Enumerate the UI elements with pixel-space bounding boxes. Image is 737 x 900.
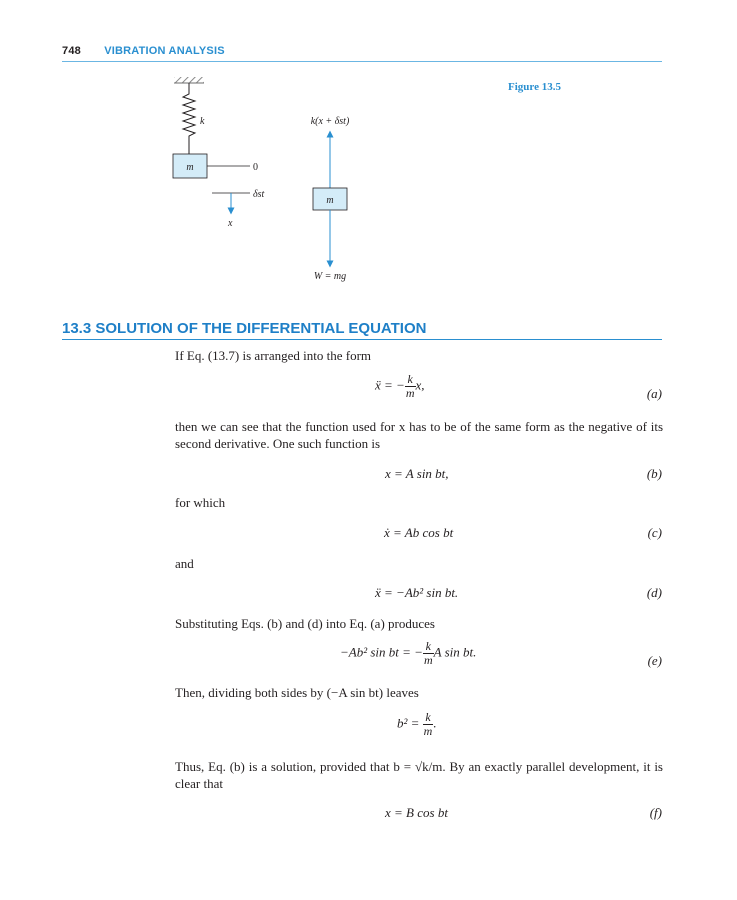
ground-support — [174, 77, 204, 83]
paragraph-2: then we can see that the function used for x has to be of the same form as the negative of its second derivative. One such function is — [175, 419, 663, 451]
paragraph-3: for which — [175, 495, 226, 510]
mass-label: m — [186, 162, 194, 173]
zero-label: 0 — [253, 162, 258, 173]
paragraph-1: If Eq. (13.7) is arranged into the form — [175, 348, 372, 363]
equation-c: ẋ = Ab cos bt — [384, 525, 454, 540]
equation-b-squared-numerator: k — [425, 710, 431, 724]
equation-b-squared-denominator: m — [423, 724, 433, 738]
equation-d-tag: (d) — [646, 585, 662, 600]
running-header — [62, 45, 225, 57]
equation-a-tag: (a) — [646, 386, 662, 401]
equation-e-lhs: −Ab² sin bt = − — [340, 644, 423, 660]
equation-b-squared — [397, 711, 437, 738]
running-title: VIBRATION ANALYSIS — [104, 45, 225, 57]
equation-e-rhs: A sin bt. — [433, 644, 477, 660]
equation-a-fraction — [405, 373, 416, 400]
x-label: x — [228, 218, 233, 229]
delta-label: δst — [253, 189, 265, 200]
fbd-mass-label: m — [326, 195, 334, 206]
fbd-weight-label: W = mg — [313, 271, 347, 282]
equation-e — [340, 640, 476, 667]
equation-a-rhs: x, — [415, 377, 425, 393]
equation-f: x = B cos bt — [385, 805, 448, 820]
paragraph-5: Substituting Eqs. (b) and (d) into Eq. (a) produces — [175, 616, 435, 631]
equation-a — [375, 373, 425, 400]
fbd-spring-force-label: k(x + δst) — [310, 116, 350, 127]
spring-coil — [183, 83, 195, 154]
section-heading: 13.3 SOLUTION OF THE DIFFERENTIAL EQUATION — [62, 320, 662, 340]
equation-e-numerator: k — [425, 639, 431, 653]
equation-c-tag: (c) — [647, 525, 662, 540]
header-rule — [62, 61, 662, 62]
equation-b-squared-fraction — [423, 710, 437, 738]
equation-e-tag: (e) — [647, 653, 662, 668]
spring-mass-figure — [150, 72, 410, 287]
spring-label: k — [200, 116, 205, 127]
page-number: 748 — [62, 45, 81, 57]
figure-caption: Figure 13.5 — [508, 81, 561, 93]
equation-a-denominator: m — [405, 386, 415, 400]
equation-d: ẍ = −Ab² sin bt. — [375, 585, 459, 600]
equation-a-numerator: k — [407, 372, 413, 386]
equation-b-squared-lhs: b² = — [397, 715, 423, 731]
paragraph-7: Thus, Eq. (b) is a solution, provided that b = √k/m. By an exactly parallel development, it is clear that — [175, 759, 663, 791]
equation-e-denominator: m — [423, 653, 433, 667]
equation-b-squared-rhs: . — [433, 715, 437, 731]
equation-a-lhs: ẍ = − — [375, 377, 405, 393]
equation-b: x = A sin bt, — [385, 466, 449, 481]
equation-f-tag: (f) — [649, 805, 662, 820]
equation-e-fraction — [423, 640, 434, 667]
equation-b-tag: (b) — [646, 466, 662, 481]
paragraph-4: and — [175, 556, 194, 571]
paragraph-6: Then, dividing both sides by (−A sin bt) leaves — [175, 685, 419, 700]
